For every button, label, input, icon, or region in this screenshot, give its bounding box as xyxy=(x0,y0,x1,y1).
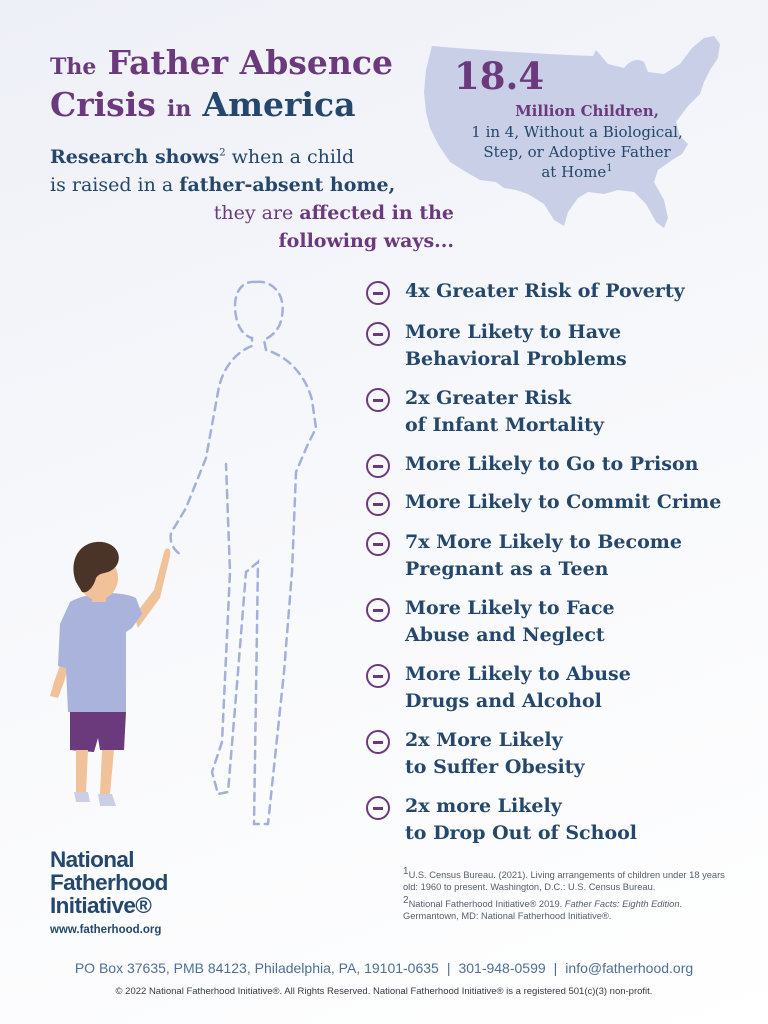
effect-line-2: to Drop Out of School xyxy=(405,822,638,844)
logo-line-3: Initiative® xyxy=(50,893,152,918)
effect-text xyxy=(405,278,685,305)
child-figure xyxy=(50,542,170,806)
research-father-absent: father-absent home, xyxy=(179,174,396,196)
minus-circle-icon xyxy=(366,664,390,688)
effect-text xyxy=(405,793,637,847)
research-line-1 xyxy=(50,143,460,171)
minus-circle-icon xyxy=(366,388,390,412)
effect-item xyxy=(366,489,746,516)
research-line-2 xyxy=(50,171,460,199)
minus-circle-icon xyxy=(366,532,390,556)
effect-text xyxy=(405,489,721,516)
effect-text xyxy=(405,451,698,478)
title-the: The xyxy=(50,54,97,80)
stat-line-2: 1 in 4, Without a Biological, xyxy=(471,123,683,141)
effect-line-1: More Likely to Go to Prison xyxy=(405,453,699,475)
effect-text xyxy=(405,595,615,649)
footnote-1-text: U.S. Census Bureau. (2021). Living arrangements of children under 18 years old: 1960 to present. Washington, D.C.: U.S. Census Bureau. xyxy=(403,870,725,892)
child-shirt xyxy=(58,593,142,712)
stat-line-1: Million Children, xyxy=(515,102,659,120)
title-america: America xyxy=(202,85,356,124)
effect-line-2: of Infant Mortality xyxy=(405,414,604,436)
research-line-3 xyxy=(50,199,454,227)
effect-line-1: More Likety to Have xyxy=(405,321,622,343)
contact-phone[interactable]: 301-948-0599 xyxy=(458,960,546,976)
research-when: when a child xyxy=(225,146,355,168)
logo-line-2: Fatherhood xyxy=(50,870,168,895)
research-shows: Research shows xyxy=(50,146,220,168)
footnote-2-prefix: National Fatherhood Initiative® 2019. xyxy=(408,899,565,909)
effect-line-2: Behavioral Problems xyxy=(405,348,627,370)
effect-line-1: 2x Greater Risk xyxy=(405,387,572,409)
stat-line-4: at Home xyxy=(541,163,607,181)
effect-item xyxy=(366,278,746,305)
research-intro xyxy=(50,143,460,255)
contact-separator: | xyxy=(553,960,558,976)
title-in: in xyxy=(167,96,192,122)
contact-footer xyxy=(0,960,768,976)
us-map-stat xyxy=(418,32,736,237)
footnote-1 xyxy=(403,865,733,893)
absent-father-outline xyxy=(171,282,316,824)
title-father-absence: Father Absence xyxy=(107,43,393,82)
effect-line-1: 2x More Likely xyxy=(405,729,563,751)
effect-line-1: More Likely to Face xyxy=(405,597,615,619)
effect-text xyxy=(405,727,585,781)
effect-item xyxy=(366,727,746,781)
research-is-raised: is raised in a xyxy=(50,174,180,196)
effect-line-1: 2x more Likely xyxy=(405,795,562,817)
research-they-are: they are xyxy=(213,202,300,224)
website-link[interactable]: www.fatherhood.org xyxy=(50,924,162,936)
child-legs xyxy=(76,750,114,794)
title-crisis: Crisis xyxy=(50,85,156,124)
effect-line-1: 7x More Likely to Become xyxy=(405,531,682,553)
effect-line-2: Drugs and Alcohol xyxy=(405,690,602,712)
effect-item xyxy=(366,661,746,715)
effect-line-2: Abuse and Neglect xyxy=(405,624,605,646)
nfi-logo xyxy=(50,848,168,917)
effect-line-2: to Suffer Obesity xyxy=(405,756,585,778)
copyright: © 2022 National Fatherhood Initiative®. All Rights Reserved. National Fatherhood Initiative® is a registered 501(c)(3) non-profit. xyxy=(115,986,653,997)
stat-footnote-ref: 1 xyxy=(606,163,613,174)
effect-item xyxy=(366,451,746,478)
minus-circle-icon xyxy=(366,454,390,478)
effect-item xyxy=(366,319,746,373)
effect-item xyxy=(366,595,746,649)
minus-circle-icon xyxy=(366,796,390,820)
effect-text xyxy=(405,319,627,373)
effect-line-1: More Likely to Abuse xyxy=(405,663,631,685)
effect-line-2: Pregnant as a Teen xyxy=(405,558,609,580)
stat-description xyxy=(432,122,722,182)
research-footnote-ref: 2 xyxy=(219,147,226,159)
effect-line-1: More Likely to Commit Crime xyxy=(405,491,722,513)
child-shorts xyxy=(70,712,126,752)
research-affected: affected in the xyxy=(299,202,454,224)
minus-circle-icon xyxy=(366,730,390,754)
footnote-2-number: 2 xyxy=(403,894,409,906)
logo-line-1: National xyxy=(50,847,134,872)
footnote-2 xyxy=(403,894,733,922)
footnote-2-title: Father Facts: Eighth Edition xyxy=(564,899,680,909)
stat-number: 18.4 xyxy=(454,54,545,98)
contact-address: PO Box 37635, PMB 84123, Philadelphia, PA, 19101-0635 xyxy=(74,960,439,976)
minus-circle-icon xyxy=(366,281,390,305)
footnote-2-suffix: . Germantown, MD: National Fatherhood Initiative®. xyxy=(403,899,683,921)
effect-text xyxy=(405,529,682,583)
effect-line-1: 4x Greater Risk of Poverty xyxy=(405,280,685,302)
page-title xyxy=(50,44,393,128)
contact-email[interactable]: info@fatherhood.org xyxy=(565,960,694,976)
stat-line-3: Step, or Adoptive Father xyxy=(483,143,671,161)
minus-circle-icon xyxy=(366,322,390,346)
minus-circle-icon xyxy=(366,492,390,516)
child-shoes xyxy=(74,792,116,806)
minus-circle-icon xyxy=(366,598,390,622)
contact-separator: | xyxy=(446,960,451,976)
effect-item xyxy=(366,793,746,847)
effect-item xyxy=(366,385,746,439)
child-and-absent-father-illustration xyxy=(40,272,340,832)
research-following: following ways... xyxy=(278,230,454,252)
effect-text xyxy=(405,661,631,715)
effect-item xyxy=(366,529,746,583)
footnote-1-number: 1 xyxy=(403,865,409,877)
footnotes xyxy=(403,865,733,927)
effect-text xyxy=(405,385,604,439)
